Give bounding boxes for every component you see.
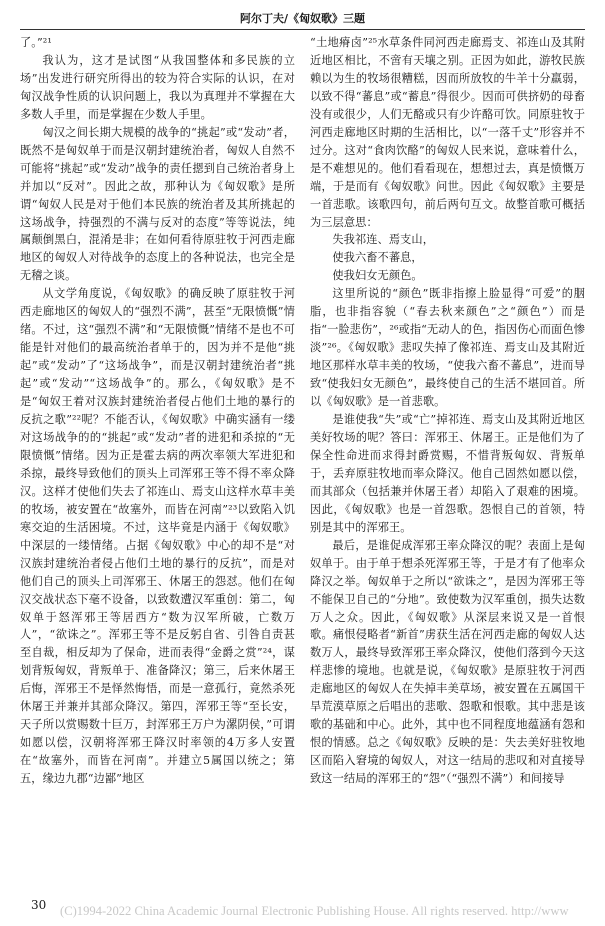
poem-line: 使我六畜不蕃息， <box>332 251 423 265</box>
right-column <box>310 34 585 788</box>
body-paragraph: 我认为，这才是试图“从我国整体和多民族的立场”出发进行研究所得出的较为符合实际的认识，在对匈汉战争性质的认识问题上，我以为真理并不掌握在大多数人手里，而是掌握在少数人手里。 <box>20 53 295 121</box>
left-column <box>20 34 295 788</box>
body-paragraph: 从文学角度说，《匈奴歌》的确反映了原驻牧于河西走廊地区的匈奴人的“强烈不满”，甚至“无限愤慨”情绪。不过，这“强烈不满”和“无限愤慨”情绪不是也不可能是针对他们的最高统治者单于的，因为并不是他“挑起”或“发动”了“这场战争”，而是汉朝封建统治者“挑起”或“发动”“这场战争”的。那么，《匈奴歌》是不是“匈奴王着对汉族封建统治者侵占他们土地的暴行的反抗之歌”²²呢？不能否认，《匈奴歌》中确实涵有一缕对这场战争的的“挑起”或“发动”者的进犯和杀掠的“无限愤慨”情绪。因为正是霍去病的两次率领大军进犯和杀掠，最终导致他们的顶头上司浑邪王等不得不率众降汉。这样才使他们失去了祁连山、焉支山这样水草丰美的牧场，被安置在“故塞外，而皆在河南”²³以致陷入饥寒交迫的生活困境。不过，这毕竟是内涵于《匈奴歌》中深层的一缕情绪。占据《匈奴歌》中心的却不是“对汉族封建统治者侵占他们土地的暴行的反抗”，而是对他们自己的顶头上司浑邪王、休屠王的怨怼。他们在匈汉交战状态下毫不设备，以致数遭汉军重创：第二，匈奴单于怒浑邪王等居西方“数为汉军所破，亡数万人”，“欲诛之”。浑邪王等不是反躬自省、引咎自责甚至自裁，相反却为了保命，进而表得“金爵之赏”²⁴，谋划背叛匈奴，背叛单于、准备降汉；第三，后来休屠王后悔，浑邪王不是怿然悔悟，而是一意孤行，竟然杀死休屠王并兼并其部众降汉。第四，浑邪王等“至长安，天子所以赏赐数十巨万，封浑邪王万户为漯阴侯，”可谓如愿以偿，汉朝将浑邪王降汉时率领的4万多人安置在“故塞外，而皆在河南”。并建立5属国以统之；第五，缘边九郡“边鄙”地区 <box>20 287 295 786</box>
header-rule <box>20 29 585 30</box>
running-title: 阿尔丁夫/《匈奴歌》三题 <box>239 12 366 25</box>
body-paragraph: 是谁使我“失”或“亡”掉祁连、焉支山及其附近地区美好牧场的呢？答曰：浑邪王、休屠王。正是他们为了保全性命进而求得封爵赏赐，不惜背叛匈奴、背叛单于，丢弃原驻牧地而率众降汉。他自己固然如愿以偿，而其部众（包括兼并休屠王者）却陷入了艰难的困境。因此，《匈奴歌》也是一首怨歌。怨恨自己的首领，特别是其中的浑邪王。 <box>310 413 585 534</box>
body-paragraph: 这里所说的“颜色”既非指擦上脸显得“可爱”的胭脂，也非指容貌（“春去秋来颜色”之“颜色”）而是指“一脸悲伤”，²⁶或指“无动人的色，指因伤心而面色惨淡”²⁶。《匈奴歌》悲叹失掉了像祁连、焉支山及其附近地区那样水草丰美的牧场，“使我六畜不蕃息”，进而导致“使我妇女无颜色”，最终使自己的生活不堪回首。所以《匈奴歌》是一首悲歌。 <box>310 287 585 409</box>
copyright-watermark: (C)1994-2022 China Academic Journal Electronic Publishing House. All rights reserved. http://www <box>60 904 569 918</box>
page-number: 30 <box>31 898 47 912</box>
body-paragraph: 匈汉之间长期大规模的战争的“挑起”或“发动”者，既然不是匈奴单于而是汉朝封建统治者，匈奴人自然不可能将“挑起”或“发动”战争的责任摁到自己统治者身上并加以“反对”。因此之故，那种认为《匈奴歌》是所谓“匈奴人民是对于他们本民族的统治者及其所挑起的这场战争，持强烈的不满与反对的态度”等等说法，纯属颠倒黑白，混淆是非；在如何看待原驻牧于河西走廊地区的匈奴人对待战争的态度上的各种说法，也完全是无稽之谈。 <box>20 125 295 283</box>
poem-line: 使我妇女无颜色。 <box>332 269 423 283</box>
body-paragraph: 最后，是谁促成浑邪王率众降汉的呢？表面上是匈奴单于。由于单于想杀死浑邪王等，于是才有了他率众降汉之举。匈奴单于之所以“欲诛之”，是因为浑邪王等不能保卫自己的“分地”。致使数为汉军重创，损失达数万人之众。因此，《匈奴歌》从深层来说又是一首恨歌。痛恨侵略者“新首”虏获生活在河西走廊的匈奴人达数万人，最终导致浑邪王率众降汉，使他们落到今天这样悲惨的境地。也就是说，《匈奴歌》是原驻牧于河西走廊地区的匈奴人在失掉丰美草场，被安置在五属国干旱荒漠草原之后唱出的悲歌、怨歌和恨歌。其中悲是该歌的基础和中心。此外，其中也不同程度地蕴涵有怨和恨的情感。总之《匈奴歌》反映的是：失去美好驻牧地区而陷入窘境的匈奴人，对这一结局的悲叹和对直接导致这一结局的浑邪王的“怨”（“强烈不满”）和间接导 <box>310 538 585 786</box>
poem-line: 失我祁连、焉支山， <box>332 233 434 247</box>
continued-paragraph: 了。”²¹ <box>20 36 52 49</box>
continued-paragraph: “土地瘠卤”²⁵水草条件同河西走廊焉支、祁连山及其附近地区相比，不啻有天壤之别。正因为如此，游牧民族赖以为生的牧场很糟糕，因而所放牧的牛羊十分羸弱，以致不得“蕃息”或“蓄息”得很少。因而可供挤奶的母畜没有或很少，人们无酪或只有少许酪可饮。同原驻牧于河西走廊地区时期的生活相比，以“一落千丈”形容并不过分。这对“食肉饮酪”的匈奴人民来说，意味着什么，是不难想见的。他们看看现在，想想过去，真是愤慨万端，于是而有《匈奴歌》问世。因此《匈奴歌》主要是一首悲歌。该歌四句，前后两句互文。故整首歌可概括为三层意思： <box>310 36 585 229</box>
